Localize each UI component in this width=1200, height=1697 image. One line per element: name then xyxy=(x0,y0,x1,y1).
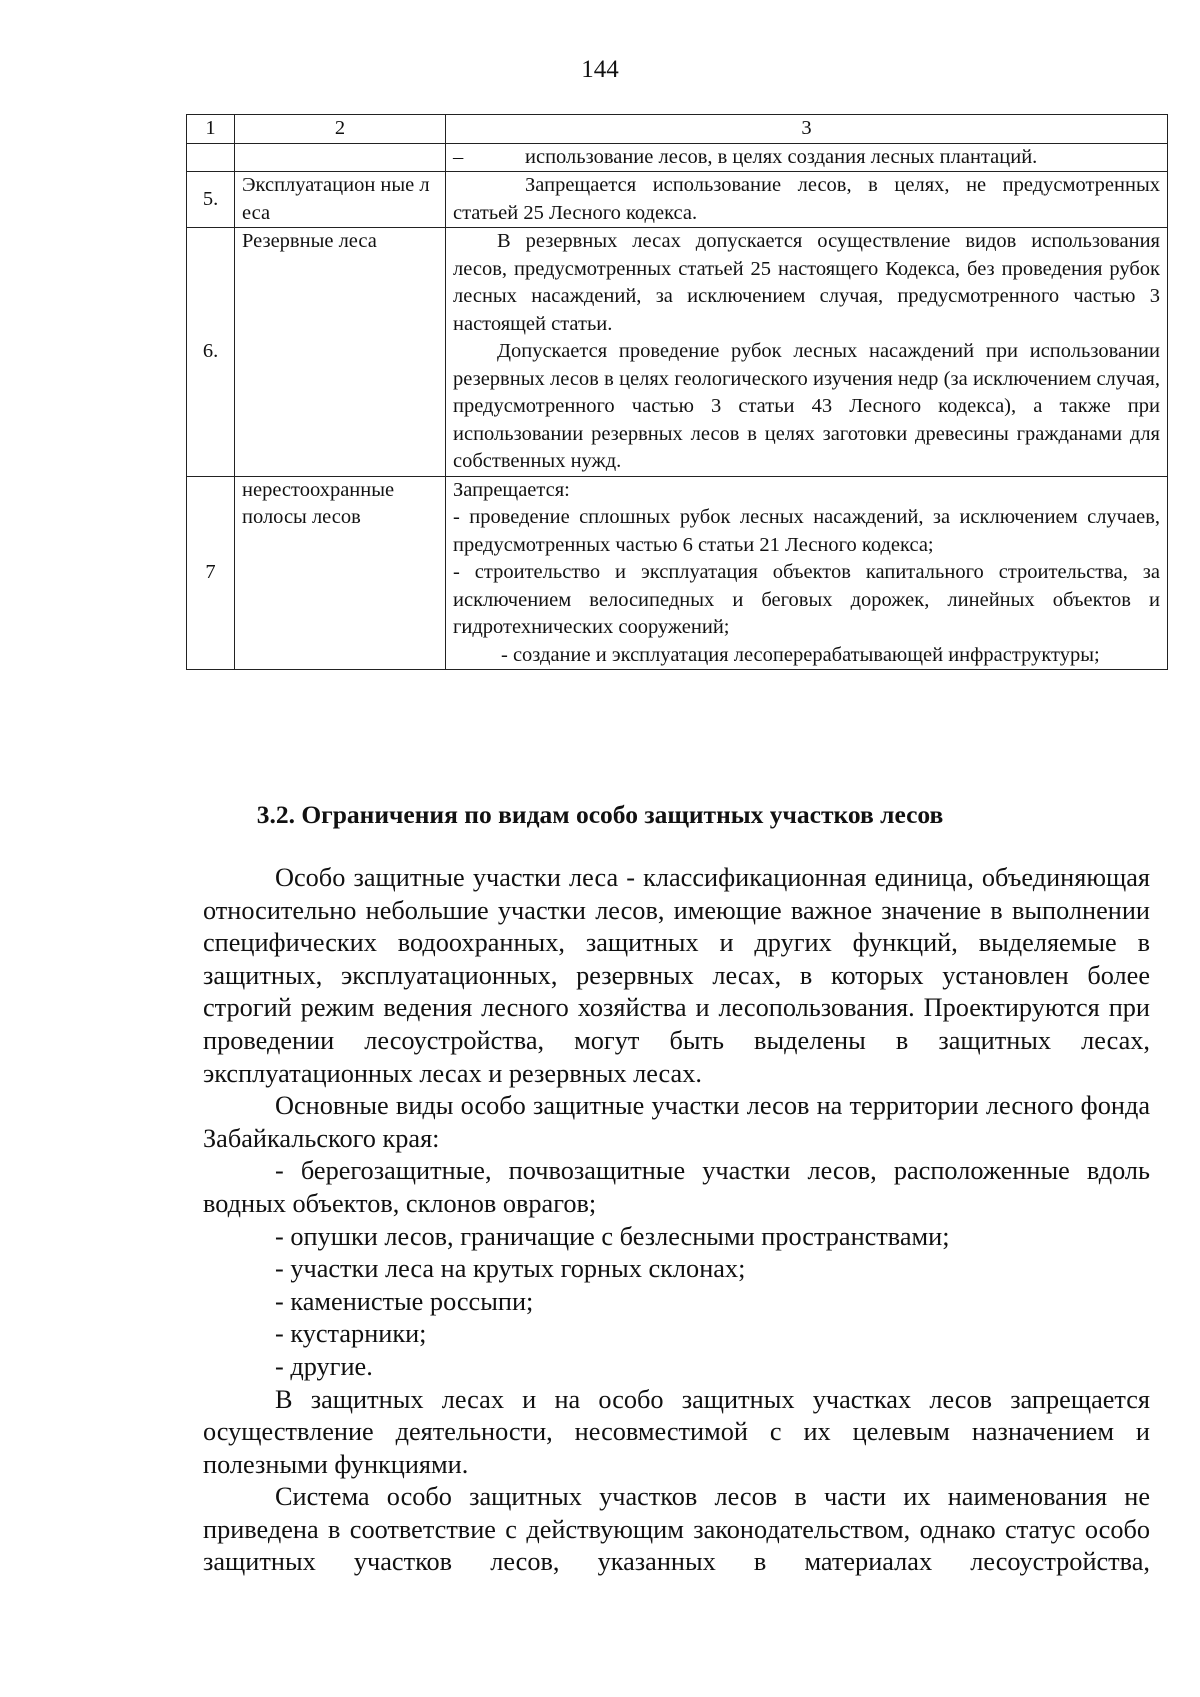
row-name: Эксплуатацион ные леса xyxy=(235,172,446,228)
row-number: 5. xyxy=(187,172,235,228)
row-number: 6. xyxy=(187,228,235,477)
restrictions-table xyxy=(186,114,1168,670)
table-row xyxy=(187,143,1168,172)
list-item: - другие. xyxy=(275,1351,373,1381)
row-number: 7 xyxy=(187,476,235,670)
body-paragraph: В защитных лесах и на особо защитных участках лесов запрещается осуществление деятельности, несовместимой с их целевым назначением и полезными функциями. xyxy=(203,1384,1150,1479)
row-name xyxy=(235,143,446,172)
list-item: - кустарники; xyxy=(275,1319,427,1349)
list-item: - каменистые россыпи; xyxy=(275,1286,534,1316)
row-paragraph: - строительство и эксплуатация объектов капитального строительства, за исключением велосипедных и беговых дорожек, линейных объектов и гидротехнических сооружений; xyxy=(453,561,1160,638)
row-text xyxy=(446,172,1168,228)
page-number: 144 xyxy=(581,56,619,83)
row-text xyxy=(446,476,1168,670)
table-row xyxy=(187,172,1168,228)
row-paragraph: - проведение сплошных рубок лесных насаждений, за исключением случаев, предусмотренных частью 6 статьи 21 Лесного кодекса; xyxy=(453,506,1160,556)
header-cell: 1 xyxy=(187,115,235,144)
list-item: - опушки лесов, граничащие с безлесными пространствами; xyxy=(275,1221,950,1251)
body-paragraph: - берегозащитные, почвозащитные участки лесов, расположенные вдоль водных объектов, склонов оврагов; xyxy=(203,1156,1150,1218)
list-item: - участки леса на крутых горных склонах; xyxy=(275,1254,746,1284)
row-number xyxy=(187,143,235,172)
row-text xyxy=(446,228,1168,477)
row-paragraph: - создание и эксплуатация лесоперерабатывающей инфраструктуры; xyxy=(501,643,1100,666)
table-header-row xyxy=(187,115,1168,144)
body-paragraph: Основные виды особо защитные участки лесов на территории лесного фонда Забайкальского края: xyxy=(203,1091,1150,1153)
row-text-line: использование лесов, в целях создания лесных плантаций. xyxy=(525,145,1038,168)
section-body xyxy=(203,862,1150,1579)
row-name: нерестоохранные полосы лесов xyxy=(235,476,446,670)
dash-marker: – xyxy=(453,145,464,168)
body-paragraph: Особо защитные участки леса - классификационная единица, объединяющая относительно небольшие участки лесов, имеющие важное значение в выполнении специфических водоохранных, защитных и других функций, выделяемые в защитных, эксплуатационных, резервных лесах, в которых установлен более строгий режим ведения лесного хозяйства и лесопользования. Проектируются при проведении лесоустройства, могут быть выделены в защитных лесах, эксплуатационных лесах и резервных лесах. xyxy=(203,863,1150,1088)
header-cell: 3 xyxy=(446,115,1168,144)
row-paragraph: Запрещается: xyxy=(453,478,570,501)
row-name: Резервные леса xyxy=(235,228,446,477)
table-row xyxy=(187,228,1168,477)
table-row xyxy=(187,476,1168,670)
row-paragraph: Запрещается использование лесов, в целях, не предусмотренных статьей 25 Лесного кодекса. xyxy=(453,174,1160,224)
row-text xyxy=(446,143,1168,172)
header-cell: 2 xyxy=(235,115,446,144)
row-paragraph: В резервных лесах допускается осуществление видов использования лесов, предусмотренных статьей 25 настоящего Кодекса, без проведения рубок лесных насаждений, за исключением случая, предусмотренного частью 3 настоящей статьи. xyxy=(453,230,1160,335)
section-title: 3.2. Ограничения по видам особо защитных участков лесов xyxy=(256,800,944,829)
body-paragraph: Система особо защитных участков лесов в части их наименования не приведена в соответствие с действующим законодательством, однако статус особо защитных участков лесов, указанных в материалах лесоустройства, xyxy=(203,1482,1150,1577)
row-paragraph: Допускается проведение рубок лесных насаждений при использовании резервных лесов в целях геологического изучения недр (за исключением случая, предусмотренного частью 3 статьи 43 Лесного кодекса), а также при использовании резервных лесов в целях заготовки древесины гражданами для собственных нужд. xyxy=(453,340,1160,472)
